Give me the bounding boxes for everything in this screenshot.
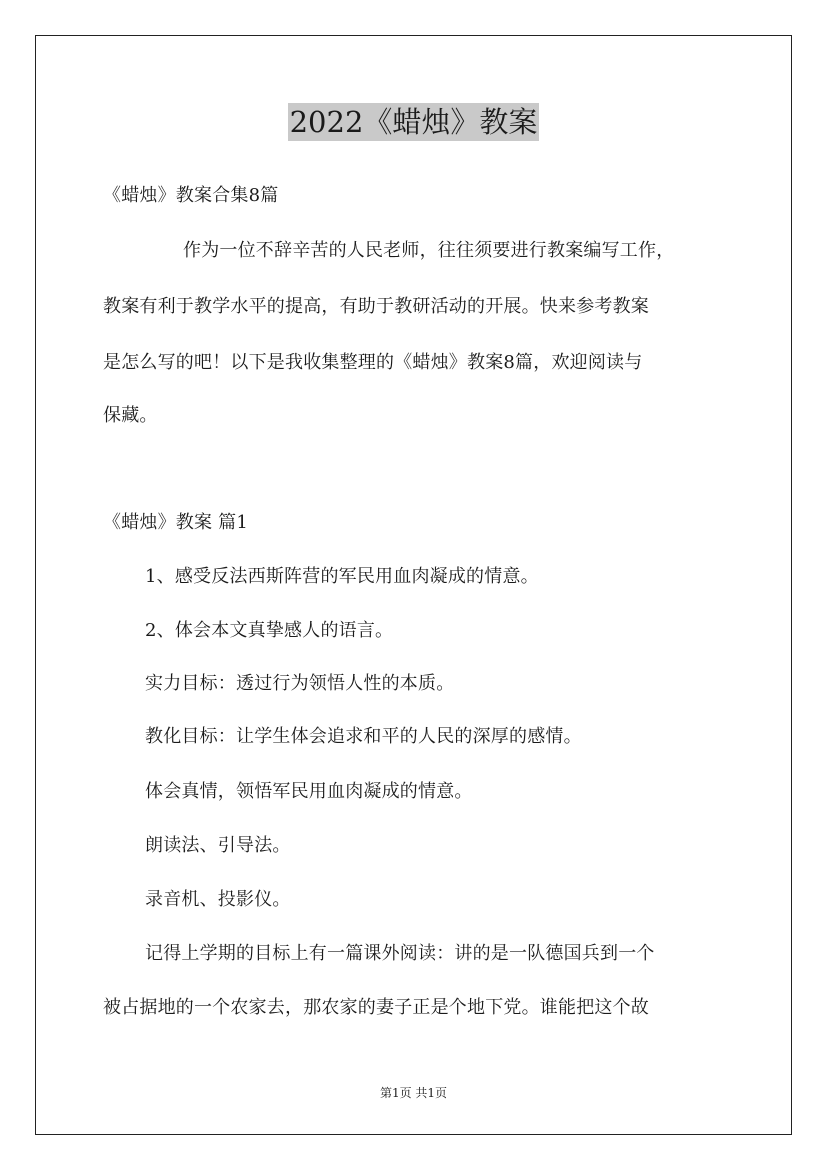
document-subtitle: 《蜡烛》教案合集8篇 bbox=[103, 185, 279, 206]
intro-line-3: 是怎么写的吧！以下是我收集整理的《蜡烛》教案8篇，欢迎阅读与 bbox=[103, 352, 643, 373]
list-item: 实力目标：透过行为领悟人性的本质。 bbox=[145, 673, 455, 694]
body-line: 被占据地的一个农家去，那农家的妻子正是个地下党。谁能把这个故 bbox=[103, 997, 649, 1018]
document-title-wrapper bbox=[0, 100, 827, 141]
list-item: 教化目标：让学生体会追求和平的人民的深厚的感情。 bbox=[145, 726, 582, 747]
page-footer: 第1页 共1页 bbox=[379, 1086, 448, 1100]
section-heading: 《蜡烛》教案 篇1 bbox=[103, 512, 248, 533]
list-item: 记得上学期的目标上有一篇课外阅读：讲的是一队德国兵到一个 bbox=[145, 943, 655, 964]
list-item: 体会真情，领悟军民用血肉凝成的情意。 bbox=[145, 781, 473, 802]
document-title: 2022《蜡烛》教案 bbox=[289, 105, 538, 139]
list-item: 朗读法、引导法。 bbox=[145, 835, 291, 856]
intro-line-1: 作为一位不辞辛苦的人民老师，往往须要进行教案编写工作， bbox=[183, 240, 675, 261]
intro-line-2: 教案有利于教学水平的提高，有助于教研活动的开展。快来参考教案 bbox=[103, 296, 649, 317]
list-item: 2、体会本文真挚感人的语言。 bbox=[145, 620, 394, 641]
intro-line-4: 保藏。 bbox=[103, 405, 158, 426]
list-item: 1、感受反法西斯阵营的军民用血肉凝成的情意。 bbox=[145, 566, 539, 587]
list-item: 录音机、投影仪。 bbox=[145, 889, 291, 910]
